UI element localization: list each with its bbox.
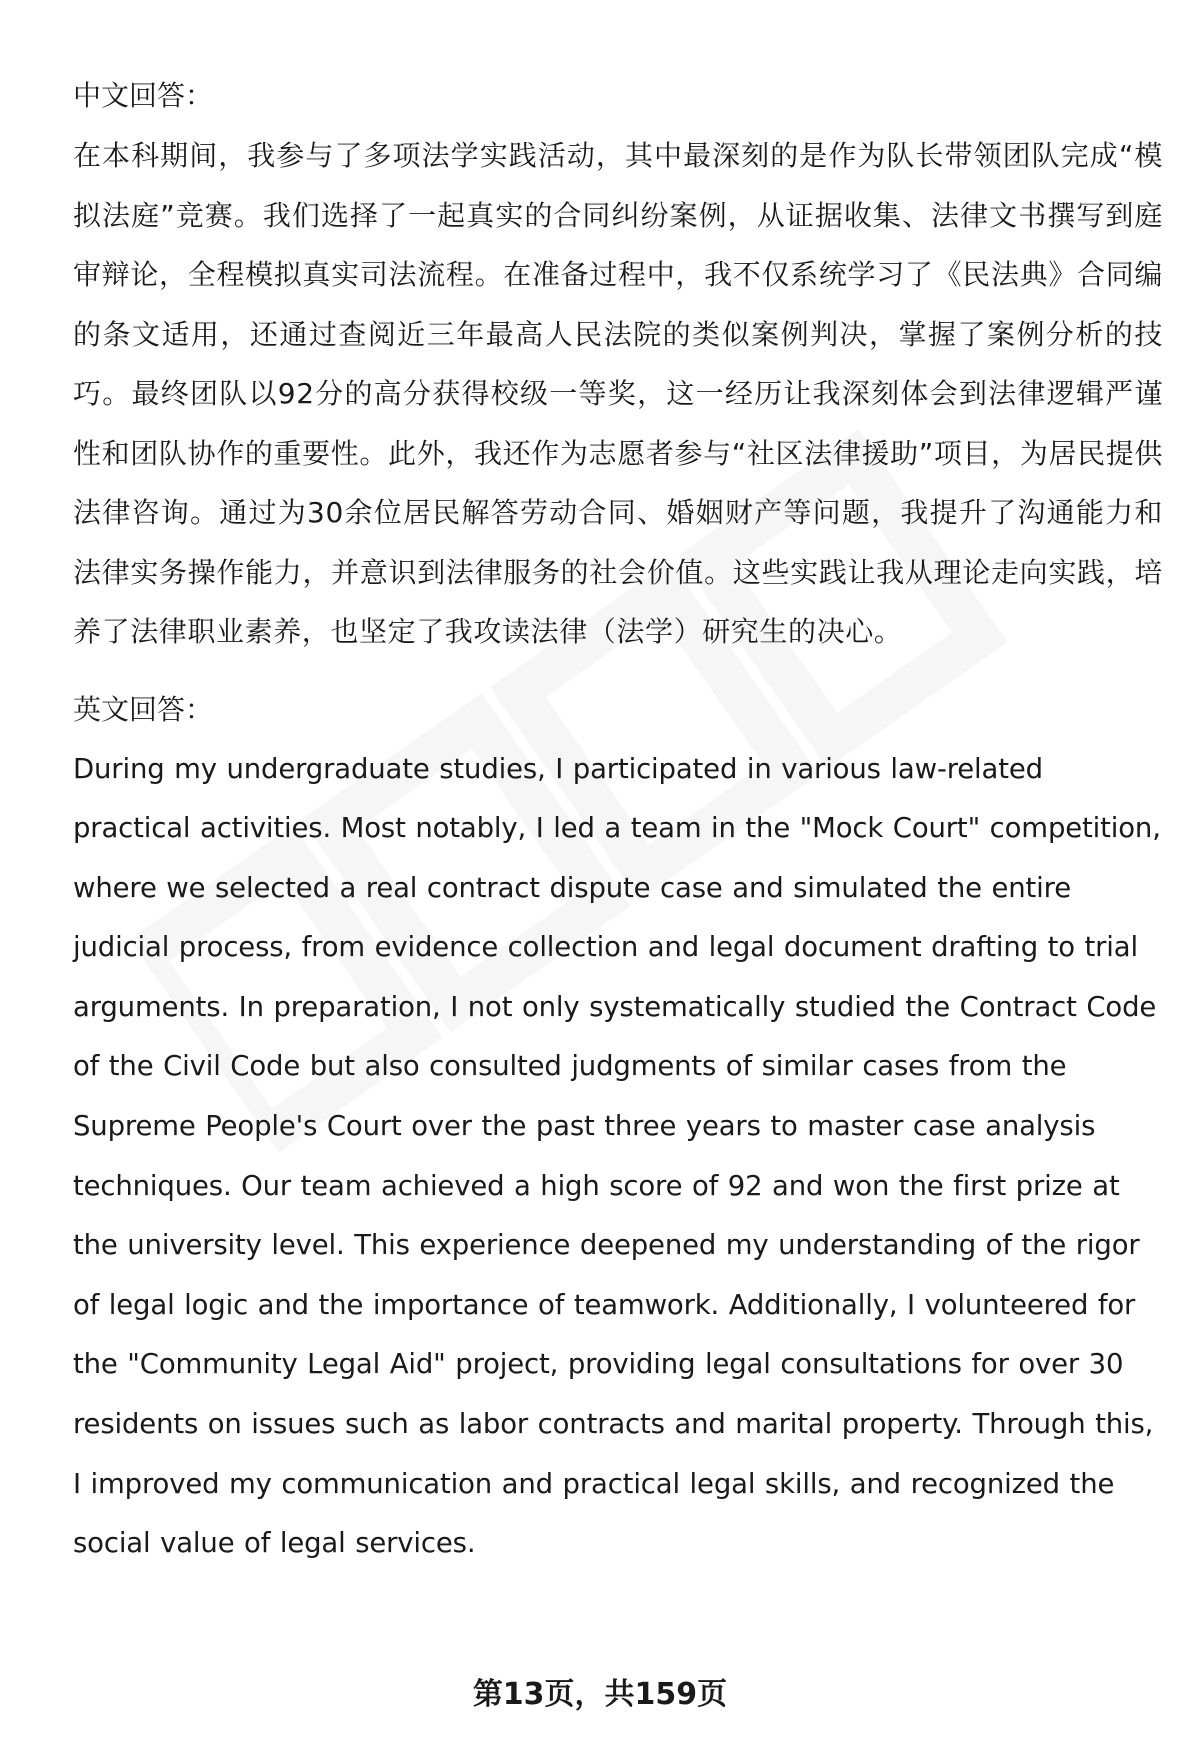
chinese-answer-label: 中文回答： xyxy=(73,79,214,112)
page-indicator: 第13页，共159页 xyxy=(472,1677,728,1712)
english-answer-label: 英文回答： xyxy=(73,692,214,726)
english-answer-text: During my undergraduate studies, I participated in various law-related practical activities. Most notably, I led a team in the "Mock Court" competition, where we selected a real contract dispute case and simulated the entire judicial process, from evidence collection and legal document drafting to trial arguments. In preparation, I not only systematically studied the Contract Code of the Civil Code but also consulted judgments of similar cases from the Supreme People's Court over the past three years to master case analysis techniques. Our team achieved a high score of 92 and won the first prize at the university level. This experience deepened my understanding of the rigor of legal logic and the importance of teamwork. Additionally, I volunteered for the "Community Legal Aid" project, providing legal consultations for over 30 residents on issues such as labor contracts and marital property. Through this, I improved my communication and practical legal skills, and recognized the social value of legal services. xyxy=(73,752,1161,1560)
english-answer-section xyxy=(73,680,1163,1574)
chinese-answer-text: 在本科期间，我参与了多项法学实践活动，其中最深刻的是作为队长带领团队完成“模拟法庭”竞赛。我们选择了一起真实的合同纠纷案例，从证据收集、法律文书撰写到庭审辩论，全程模拟真实司法流程。在准备过程中，我不仅系统学习了《民法典》合同编的条文适用，还通过查阅近三年最高人民法院的类似案例判决，掌握了案例分析的技巧。最终团队以92分的高分获得校级一等奖，这一经历让我深刻体会到法律逻辑严谨性和团队协作的重要性。此外，我还作为志愿者参与“社区法律援助”项目，为居民提供法律咨询。通过为30余位居民解答劳动合同、婚姻财产等问题，我提升了沟通能力和法律实务操作能力，并意识到法律服务的社会价值。这些实践让我从理论走向实践，培养了法律职业素养，也坚定了我攻读法律（法学）研究生的决心。 xyxy=(73,139,1163,648)
answer-content xyxy=(73,66,1163,1574)
chinese-answer-section xyxy=(73,66,1163,662)
